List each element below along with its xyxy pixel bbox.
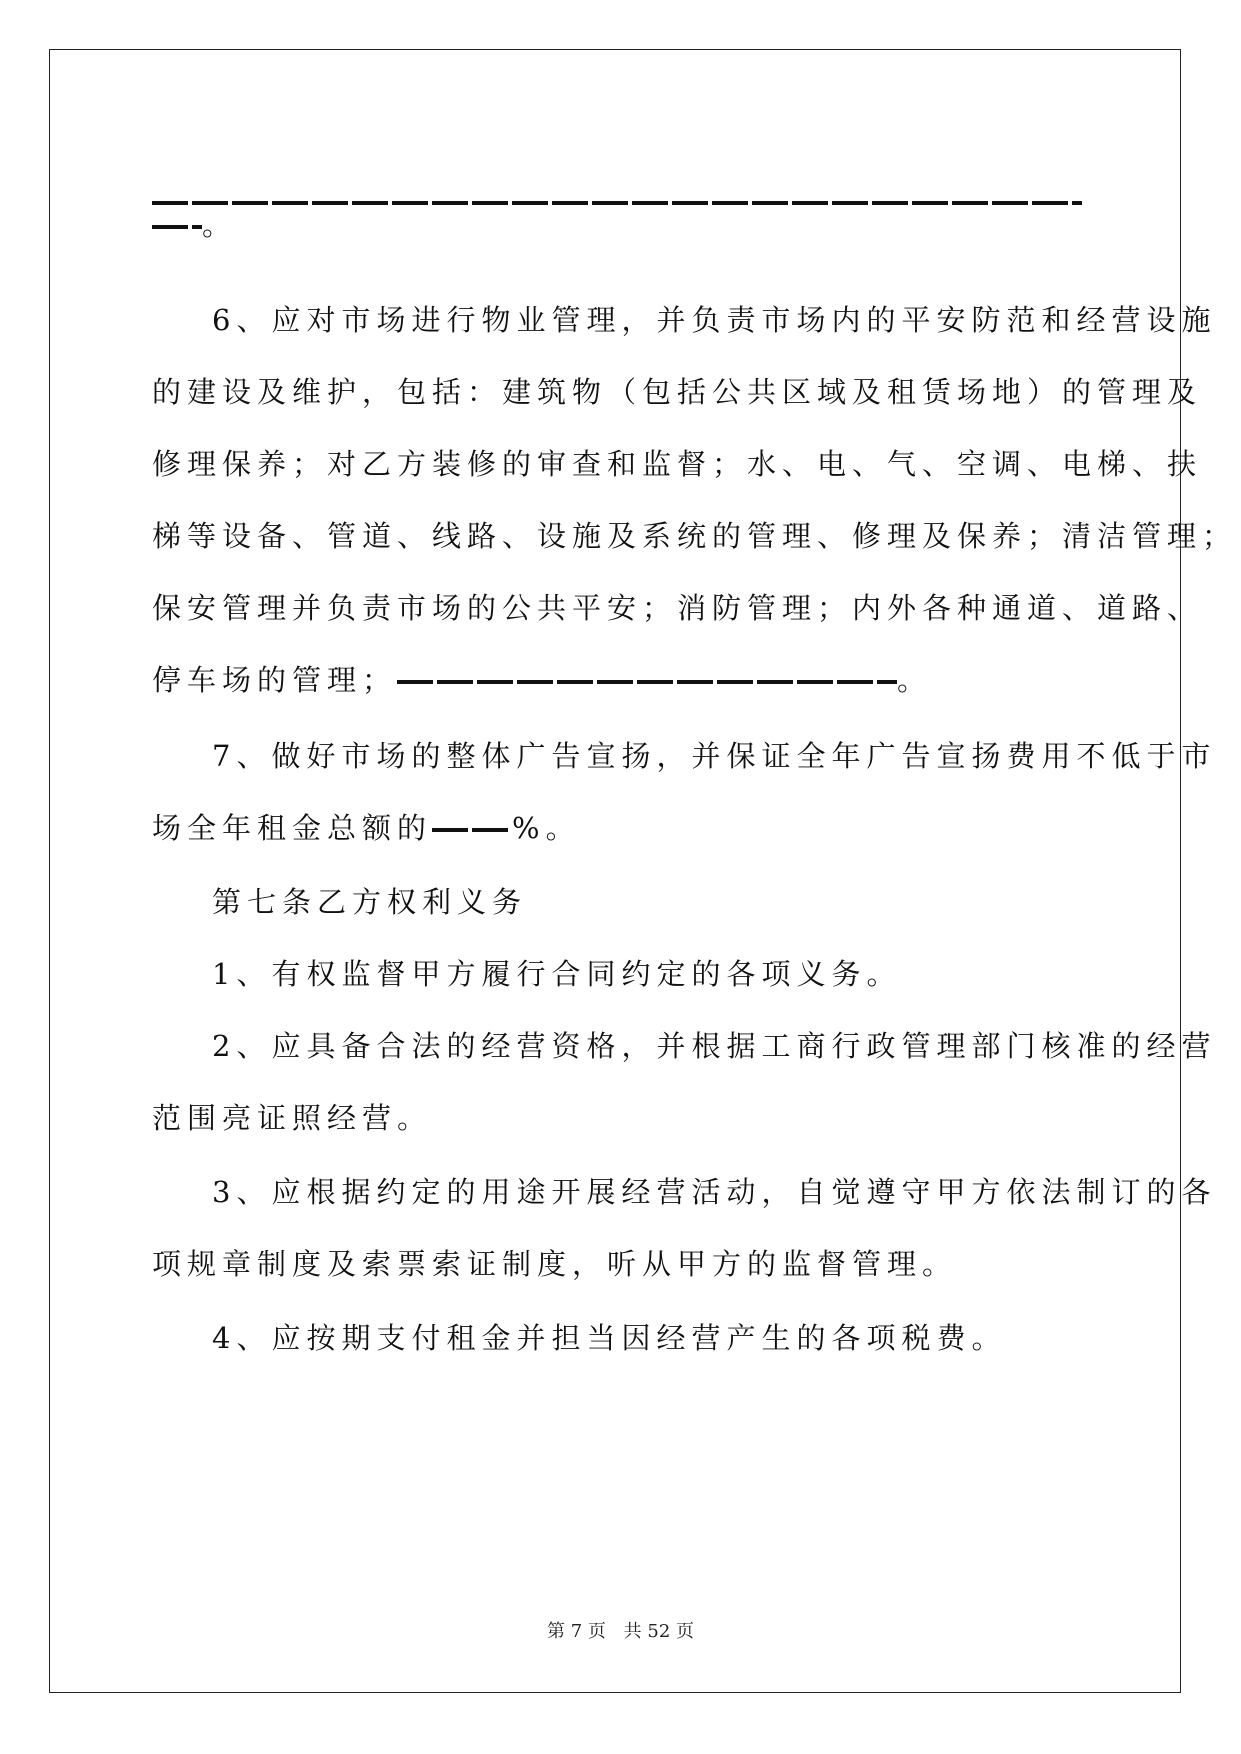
line-text: %。 [512, 811, 581, 845]
blank-underline [152, 225, 202, 229]
blank-underline [397, 680, 897, 684]
item-3-line: 项规章制度及索票索证制度，听从甲方的监督管理。 [152, 1247, 958, 1281]
line-text: 场全年租金总额的 [152, 811, 433, 845]
line-text: 停车场的管理； [152, 663, 398, 697]
paragraph-7-line: 7、做好市场的整体广告宣扬，并保证全年广告宣扬费用不低于市 [212, 739, 1217, 773]
paragraph-6-line: 6、应对市场进行物业管理，并负责市场内的平安防范和经营设施 [212, 303, 1217, 337]
paragraph-6-line: 修理保养；对乙方装修的审查和监督；水、电、气、空调、电梯、扶 [152, 447, 1203, 481]
blank-underline [152, 201, 1082, 205]
article-heading: 第七条乙方权利义务 [212, 885, 528, 919]
item-3-line: 3、应根据约定的用途开展经营活动，自觉遵守甲方依法制订的各 [212, 1175, 1217, 1209]
paragraph-7-line [152, 808, 581, 848]
paragraph-6-line: 的建设及维护，包括：建筑物（包括公共区域及租赁场地）的管理及 [152, 375, 1203, 409]
paragraph-6-line [152, 660, 932, 700]
page-border [49, 49, 1181, 1693]
paragraph-6-line: 梯等设备、管道、线路、设施及系统的管理、修理及保养；清洁管理； [152, 519, 1238, 553]
page-footer [0, 1617, 1241, 1643]
item-1-line: 1、有权监督甲方履行合同约定的各项义务。 [212, 957, 902, 991]
page-number: 第 7 页 [547, 1621, 606, 1642]
paragraph-6-line: 保安管理并负责市场的公共平安；消防管理；内外各种通道、道路、 [152, 591, 1203, 625]
line-text: 。 [202, 208, 238, 242]
item-4-line: 4、应按期支付租金并担当因经营产生的各项税费。 [212, 1321, 1007, 1355]
blank-line [152, 181, 1082, 221]
text-line [152, 205, 237, 245]
page-total: 共 52 页 [623, 1621, 694, 1642]
blank-underline [432, 828, 512, 832]
line-text: 。 [897, 663, 933, 697]
item-2-line: 范围亮证照经营。 [152, 1101, 433, 1135]
item-2-line: 2、应具备合法的经营资格，并根据工商行政管理部门核准的经营 [212, 1029, 1217, 1063]
